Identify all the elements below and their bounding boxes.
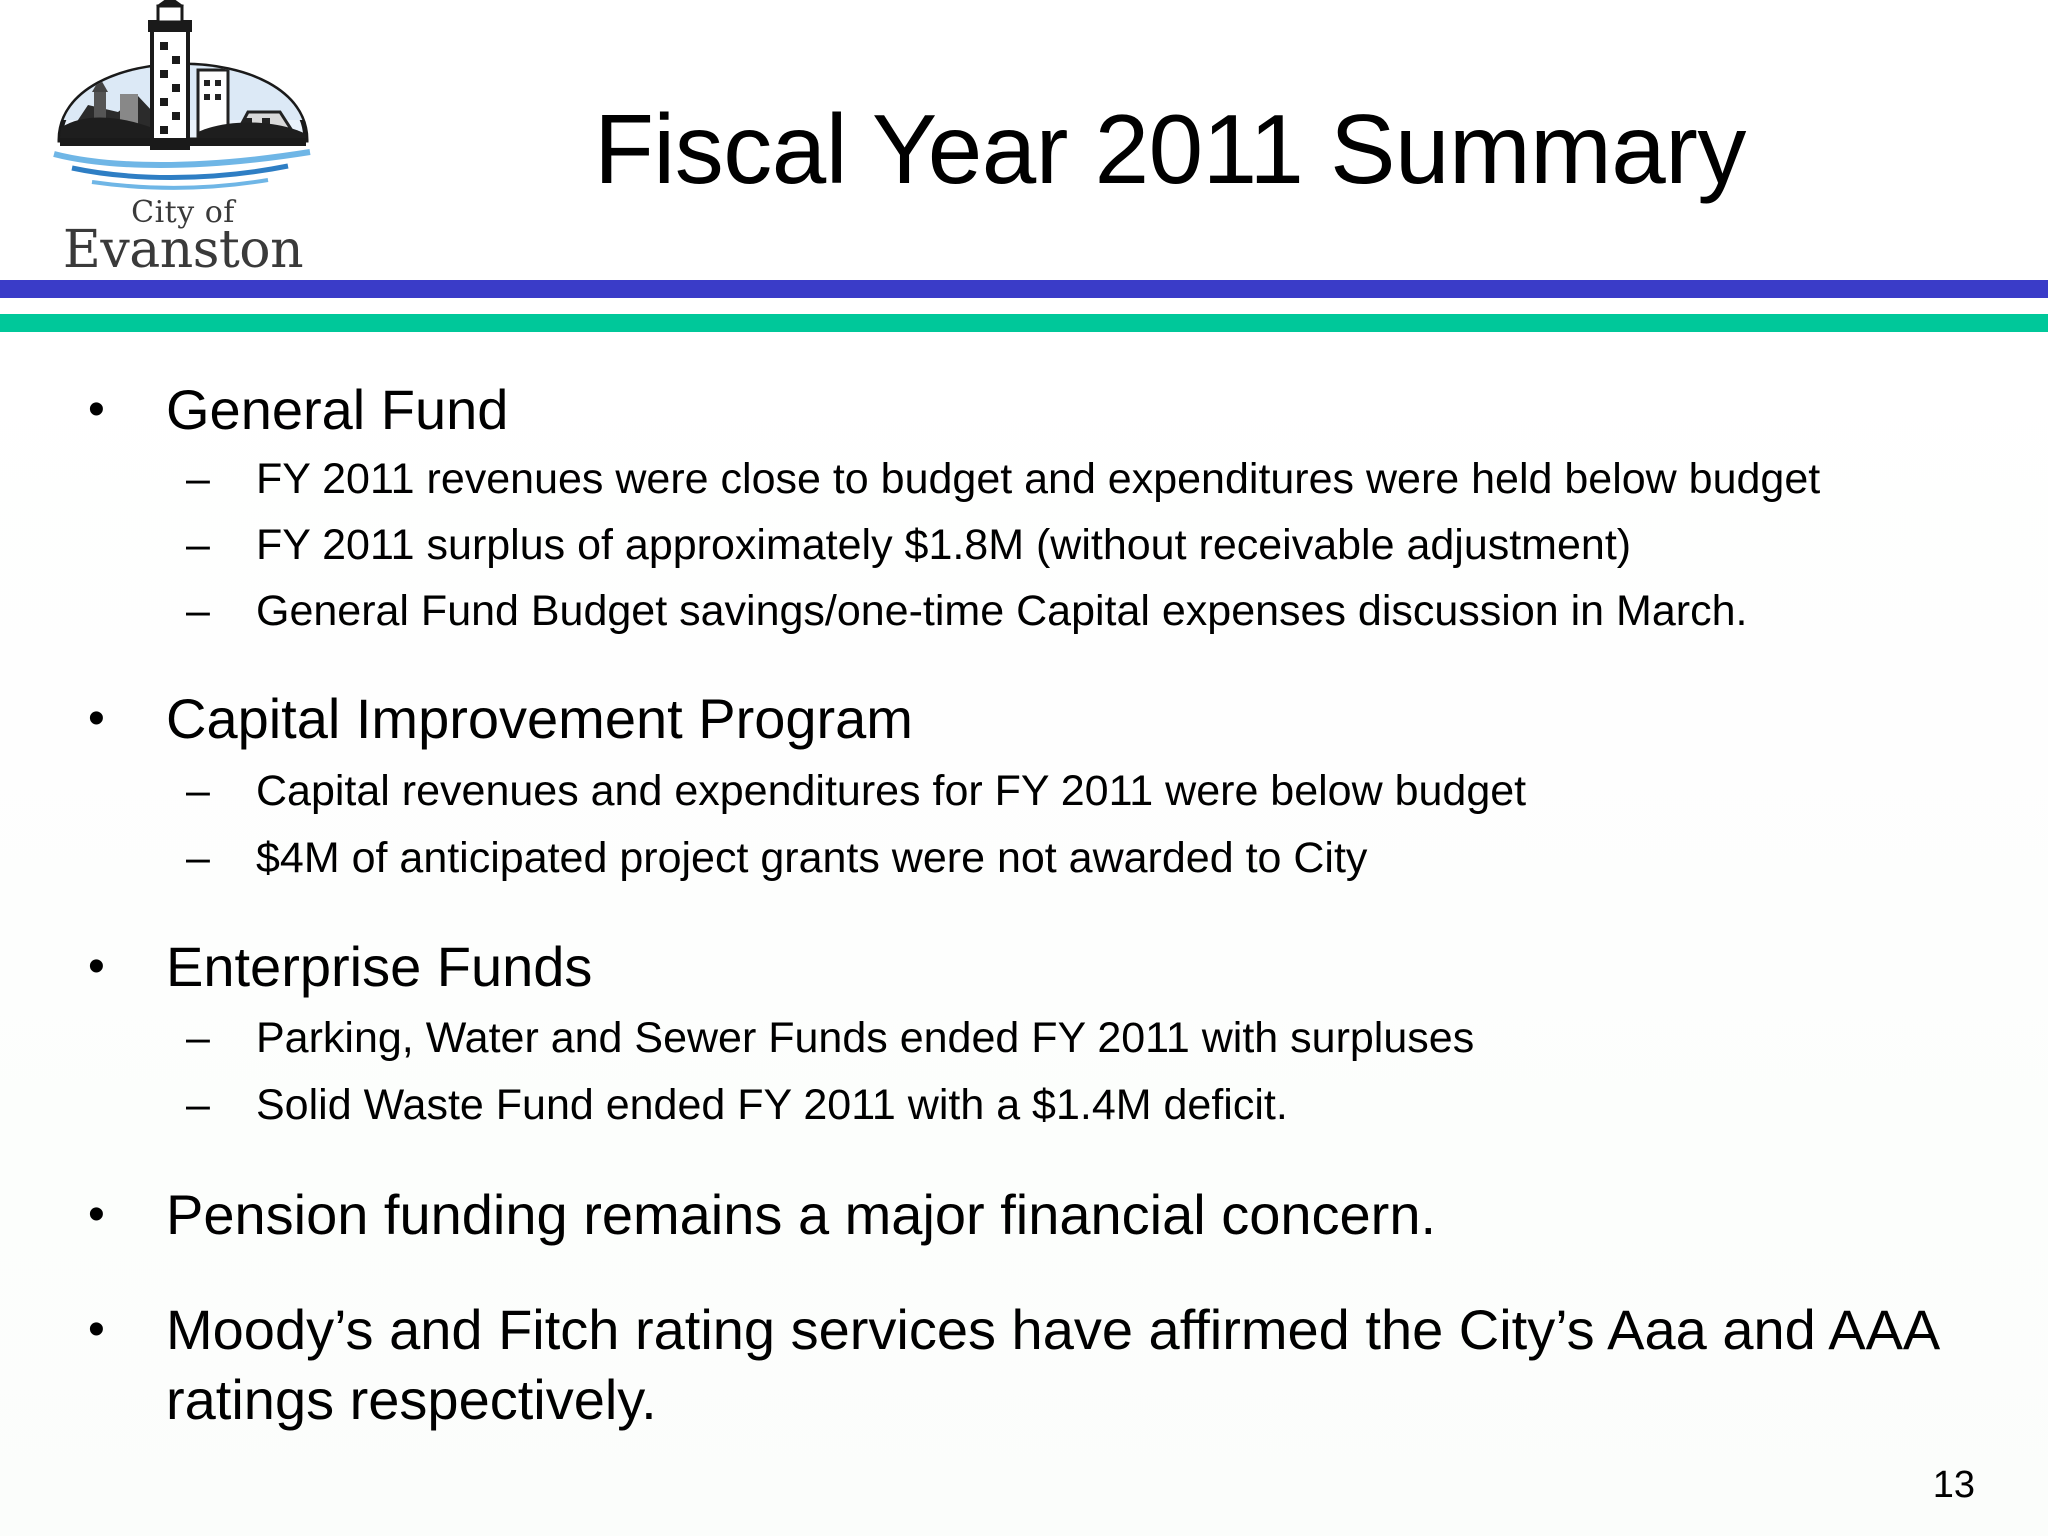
logo-text-city-of: City of (131, 195, 235, 230)
sub-bullet (186, 578, 1986, 644)
sub-bullet-marker: – (186, 455, 210, 503)
bullet-text: General Fund (166, 378, 509, 441)
sub-bullet (186, 512, 1986, 578)
sub-bullet-marker: – (186, 521, 210, 569)
sub-bullet-text: Parking, Water and Sewer Funds ended FY 2011 with surpluses (256, 1014, 1475, 1062)
sub-bullet-marker: – (186, 834, 210, 882)
sub-bullet (186, 1005, 1986, 1071)
sub-bullet-text: FY 2011 surplus of approximately $1.8M (without receivable adjustment) (256, 521, 1632, 569)
sub-bullet-text: General Fund Budget savings/one-time Capital expenses discussion in March. (256, 587, 1748, 635)
bullet-marker: • (88, 940, 105, 993)
header-rule-teal (0, 314, 2048, 332)
sub-bullet-marker: – (186, 1081, 210, 1129)
sub-bullet-text: FY 2011 revenues were close to budget and expenditures were held below budget (256, 455, 1821, 503)
sub-bullet (186, 825, 1986, 891)
sub-bullet (186, 446, 1986, 512)
sub-bullet-text: $4M of anticipated project grants were not awarded to City (256, 834, 1368, 882)
bullet-marker: • (88, 692, 105, 745)
lighthouse-seal-icon (48, 0, 318, 210)
city-logo (48, 0, 318, 280)
header-rule-blue (0, 280, 2048, 298)
sub-bullet-marker: – (186, 587, 210, 635)
sub-bullet (186, 758, 1986, 824)
sub-bullet-text: Capital revenues and expenditures for FY 2011 were below budget (256, 767, 1527, 815)
sub-bullet-text: Solid Waste Fund ended FY 2011 with a $1.4M deficit. (256, 1081, 1288, 1129)
bullet-marker: • (88, 1188, 105, 1241)
bullet-marker: • (88, 383, 105, 436)
bullet-marker: • (88, 1303, 105, 1356)
slide-title: Fiscal Year 2011 Summary (594, 94, 1746, 204)
bullet-text: Moody’s and Fitch rating services have affirmed the City’s Aaa and AAA ratings respectively. (166, 1298, 1938, 1431)
page-number: 13 (1932, 1464, 1975, 1506)
logo-text-evanston: Evanston (62, 220, 304, 280)
bullet-text: Capital Improvement Program (166, 687, 913, 750)
bullet-text: Pension funding remains a major financial concern. (166, 1183, 1437, 1246)
sub-bullet-marker: – (186, 1014, 210, 1062)
bullet-text: Enterprise Funds (166, 935, 593, 998)
sub-bullet (186, 1072, 1986, 1138)
sub-bullet-marker: – (186, 767, 210, 815)
